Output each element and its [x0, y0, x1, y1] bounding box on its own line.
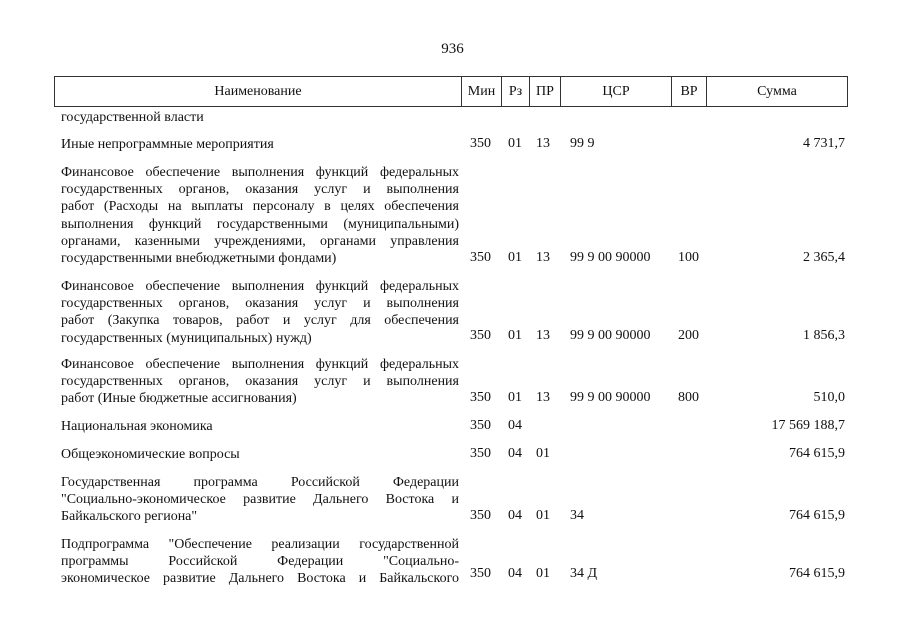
row-rz: 01 — [508, 250, 522, 265]
table-header — [54, 76, 848, 107]
row-min: 350 — [470, 136, 491, 151]
header-csr: ЦСР — [561, 77, 672, 106]
header-pr: ПР — [530, 77, 561, 106]
row-pr: 13 — [536, 250, 550, 265]
row-min: 350 — [470, 566, 491, 581]
table-row-name: Общеэкономические вопросы — [61, 447, 240, 462]
row-sum: 764 615,9 — [789, 446, 845, 461]
row-pr: 01 — [536, 446, 550, 461]
row-pr: 13 — [536, 136, 550, 151]
row-pr: 13 — [536, 390, 550, 405]
row-csr: 99 9 00 90000 — [570, 390, 651, 405]
table-row-name: Иные непрограммные мероприятия — [61, 137, 274, 152]
header-sum: Сумма — [757, 84, 797, 99]
row-sum: 764 615,9 — [789, 508, 845, 523]
table-row-name: Финансовое обеспечение выполнения функций федеральных государственных органов, оказания услуг и выполнения работ (Расходы на выплаты персоналу в целях обеспечения выполнения функций государственными (муниципальными) органами, казенными учреждениями, органами управления государственными внебюджетными фондами) — [61, 165, 459, 267]
row-rz: 01 — [508, 390, 522, 405]
row-min: 350 — [470, 446, 491, 461]
header-vr: ВР — [672, 77, 707, 106]
row-sum: 4 731,7 — [803, 136, 845, 151]
row-rz: 04 — [508, 508, 522, 523]
row-csr: 99 9 00 90000 — [570, 250, 651, 265]
row-pr: 01 — [536, 566, 550, 581]
row-sum: 764 615,9 — [789, 566, 845, 581]
row-rz: 01 — [508, 136, 522, 151]
continued-text: государственной власти — [61, 110, 204, 125]
row-csr: 99 9 00 90000 — [570, 328, 651, 343]
row-pr: 01 — [536, 508, 550, 523]
header-rz: Рз — [502, 77, 530, 106]
table-row-name: Финансовое обеспечение выполнения функций федеральных государственных органов, оказания услуг и выполнения работ (Закупка товаров, работ и услуг для обеспечения государственных (муниципальных) нужд) — [61, 279, 459, 346]
table-row-name: Подпрограмма "Обеспечение реализации государственной программы Российской Федерации "Социально- экономическое развитие Дальнего Востока и Байкальского — [61, 537, 459, 587]
row-min: 350 — [470, 418, 491, 433]
table-row-name: Государственная программа Российской Федерации "Социально-экономическое развитие Дальнего Востока и Байкальского региона" — [61, 475, 459, 525]
row-csr: 34 — [570, 508, 584, 523]
row-sum: 17 569 188,7 — [771, 418, 845, 433]
row-rz: 04 — [508, 418, 522, 433]
row-csr: 34 Д — [570, 566, 598, 581]
row-csr: 99 9 — [570, 136, 595, 151]
row-vr: 200 — [678, 328, 699, 343]
row-vr: 800 — [678, 390, 699, 405]
row-min: 350 — [470, 250, 491, 265]
table-row-name: Национальная экономика — [61, 419, 213, 434]
row-min: 350 — [470, 390, 491, 405]
row-sum: 1 856,3 — [803, 328, 845, 343]
header-name: Наименование — [55, 77, 462, 106]
row-rz: 04 — [508, 446, 522, 461]
row-pr: 13 — [536, 328, 550, 343]
row-vr: 100 — [678, 250, 699, 265]
row-min: 350 — [470, 328, 491, 343]
row-min: 350 — [470, 508, 491, 523]
row-sum: 2 365,4 — [803, 250, 845, 265]
table-row-name: Финансовое обеспечение выполнения функций федеральных государственных органов, оказания услуг и выполнения работ (Иные бюджетные ассигнования) — [61, 357, 459, 407]
row-rz: 04 — [508, 566, 522, 581]
page-number: 936 — [441, 41, 464, 57]
row-rz: 01 — [508, 328, 522, 343]
header-min: Мин — [462, 77, 502, 106]
row-sum: 510,0 — [813, 390, 845, 405]
